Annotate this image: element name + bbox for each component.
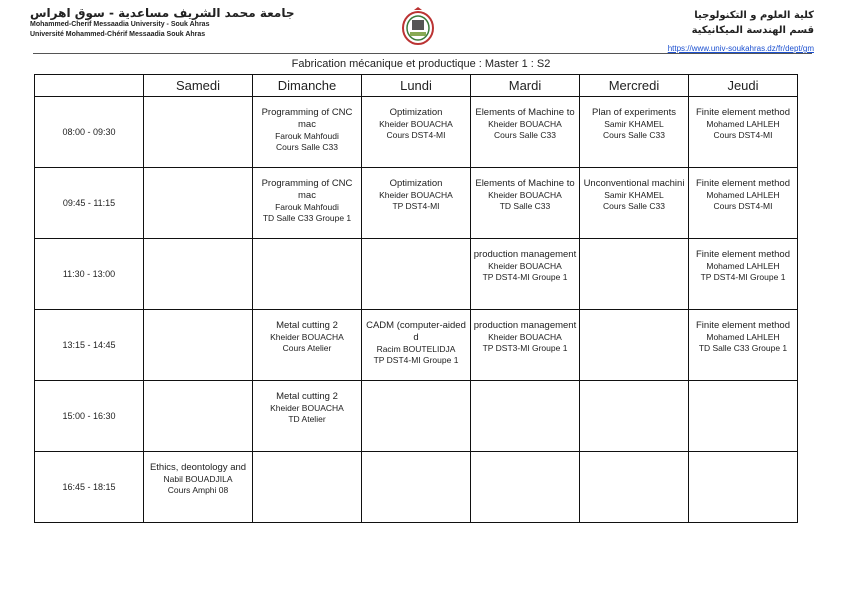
day-header: Dimanche	[253, 75, 362, 97]
university-name-french: Université Mohammed-Chérif Messaadia Souk Ahras	[30, 31, 206, 38]
teacher-name: Samir KHAMEL	[604, 190, 664, 200]
session-room: TP DST4-MI Groupe 1	[373, 355, 459, 365]
teacher-name: Mohamed LAHLEH	[706, 119, 780, 129]
teacher-name: Kheider BOUACHA	[488, 190, 562, 200]
course-name: Metal cutting 2	[276, 320, 338, 331]
schedule-cell	[144, 310, 253, 381]
schedule-cell	[580, 168, 689, 239]
corner-cell	[35, 75, 144, 97]
day-header: Lundi	[362, 75, 471, 97]
table-row	[35, 239, 798, 310]
session-room: Cours Salle C33	[603, 130, 665, 140]
schedule-cell	[580, 381, 689, 452]
table-row	[35, 381, 798, 452]
schedule-cell	[253, 381, 362, 452]
schedule-cell	[144, 452, 253, 523]
university-name-arabic: جامعة محمد الشريف مساعدية - سوق اهراس	[30, 6, 295, 20]
session-room: Cours Atelier	[282, 343, 332, 353]
schedule-cell	[580, 97, 689, 168]
session-room: Cours DST4-MI	[713, 130, 773, 140]
time-slot: 13:15 - 14:45	[35, 310, 144, 381]
time-slot: 09:45 - 11:15	[35, 168, 144, 239]
course-name: Metal cutting 2	[276, 391, 338, 402]
schedule-cell	[144, 97, 253, 168]
day-header: Mardi	[471, 75, 580, 97]
teacher-name: Kheider BOUACHA	[379, 190, 453, 200]
course-name: production management	[473, 249, 577, 260]
schedule-cell	[689, 310, 798, 381]
day-header: Samedi	[144, 75, 253, 97]
schedule-cell	[362, 452, 471, 523]
teacher-name: Kheider BOUACHA	[270, 332, 344, 342]
course-name: CADM (computer-aided d	[366, 320, 466, 343]
session-room: Cours DST4-MI	[386, 130, 446, 140]
schedule-cell	[144, 381, 253, 452]
schedule-cell	[362, 97, 471, 168]
course-name: Plan of experiments	[592, 107, 676, 118]
department-name-arabic: قسم الهندسة الميكانيكية	[691, 25, 814, 36]
course-name: Ethics, deontology and	[149, 462, 247, 473]
session-room: TD Salle C33	[499, 201, 551, 211]
teacher-name: Samir KHAMEL	[604, 119, 664, 129]
course-name: Programming of CNC mac	[261, 178, 353, 201]
course-name: Programming of CNC mac	[261, 107, 353, 130]
teacher-name: Mohamed LAHLEH	[706, 261, 780, 271]
course-name: production management	[473, 320, 577, 331]
session-room: Cours Amphi 08	[167, 485, 229, 495]
timetable	[34, 74, 798, 523]
schedule-cell	[253, 239, 362, 310]
session-room: TP DST4-MI	[392, 201, 440, 211]
schedule-cell	[362, 381, 471, 452]
department-link[interactable]: https://www.univ-soukahras.dz/fr/dept/gm	[667, 44, 814, 53]
table-row	[35, 97, 798, 168]
teacher-name: Farouk Mahfoudi	[275, 131, 339, 141]
course-name: Elements of Machine to	[475, 107, 575, 118]
schedule-cell	[689, 239, 798, 310]
teacher-name: Farouk Mahfoudi	[275, 202, 339, 212]
teacher-name: Mohamed LAHLEH	[706, 332, 780, 342]
session-room: TD Salle C33 Groupe 1	[698, 343, 788, 353]
teacher-name: Nabil BOUADJILA	[163, 474, 233, 484]
time-slot: 08:00 - 09:30	[35, 97, 144, 168]
session-room: TP DST4-MI Groupe 1	[700, 272, 786, 282]
schedule-cell	[362, 310, 471, 381]
course-name: Optimization	[389, 107, 443, 118]
session-room: Cours Salle C33	[603, 201, 665, 211]
schedule-cell	[253, 168, 362, 239]
table-row	[35, 310, 798, 381]
schedule-cell	[144, 239, 253, 310]
time-slot: 16:45 - 18:15	[35, 452, 144, 523]
schedule-cell	[580, 452, 689, 523]
teacher-name: Kheider BOUACHA	[488, 332, 562, 342]
table-row	[35, 452, 798, 523]
course-name: Finite element method	[696, 107, 790, 118]
schedule-cell	[689, 381, 798, 452]
table-row	[35, 168, 798, 239]
time-slot: 15:00 - 16:30	[35, 381, 144, 452]
session-room: TD Atelier	[288, 414, 326, 424]
day-header: Mercredi	[580, 75, 689, 97]
teacher-name: Mohamed LAHLEH	[706, 190, 780, 200]
schedule-cell	[471, 381, 580, 452]
time-slot: 11:30 - 13:00	[35, 239, 144, 310]
schedule-title: Fabrication mécanique et productique : Master 1 : S2	[291, 58, 551, 70]
schedule-cell	[253, 97, 362, 168]
session-room: Cours Salle C33	[494, 130, 556, 140]
schedule-cell	[689, 168, 798, 239]
teacher-name: Kheider BOUACHA	[270, 403, 344, 413]
schedule-cell	[362, 168, 471, 239]
teacher-name: Kheider BOUACHA	[488, 261, 562, 271]
schedule-cell	[689, 97, 798, 168]
schedule-cell	[471, 97, 580, 168]
session-room: Cours Salle C33	[276, 142, 338, 152]
schedule-cell	[362, 239, 471, 310]
session-room: Cours DST4-MI	[713, 201, 773, 211]
university-name-english: Mohammed-Cherif Messaadia University - Souk Ahras	[30, 21, 210, 28]
course-name: Elements of Machine to	[475, 178, 575, 189]
header-divider	[33, 53, 812, 54]
schedule-cell	[253, 310, 362, 381]
schedule-cell	[471, 310, 580, 381]
course-name: Finite element method	[696, 178, 790, 189]
course-name: Unconventional machini	[583, 178, 685, 189]
schedule-cell	[471, 168, 580, 239]
course-name: Optimization	[389, 178, 443, 189]
university-header	[30, 6, 295, 40]
schedule-cell	[580, 310, 689, 381]
course-name: Finite element method	[696, 320, 790, 331]
schedule-cell	[471, 452, 580, 523]
schedule-cell	[471, 239, 580, 310]
schedule-cell	[253, 452, 362, 523]
university-logo-icon	[400, 6, 436, 46]
faculty-name-arabic: كلية العلوم و التكنولوجيا	[694, 10, 814, 21]
schedule-cell	[144, 168, 253, 239]
session-room: TP DST4-MI Groupe 1	[482, 272, 568, 282]
faculty-header	[668, 8, 814, 56]
day-header: Jeudi	[689, 75, 798, 97]
teacher-name: Kheider BOUACHA	[488, 119, 562, 129]
session-room: TD Salle C33 Groupe 1	[262, 213, 352, 223]
session-room: TP DST3-MI Groupe 1	[482, 343, 568, 353]
teacher-name: Racim BOUTELIDJA	[376, 344, 456, 354]
schedule-cell	[580, 239, 689, 310]
teacher-name: Kheider BOUACHA	[379, 119, 453, 129]
course-name: Finite element method	[696, 249, 790, 260]
schedule-cell	[689, 452, 798, 523]
